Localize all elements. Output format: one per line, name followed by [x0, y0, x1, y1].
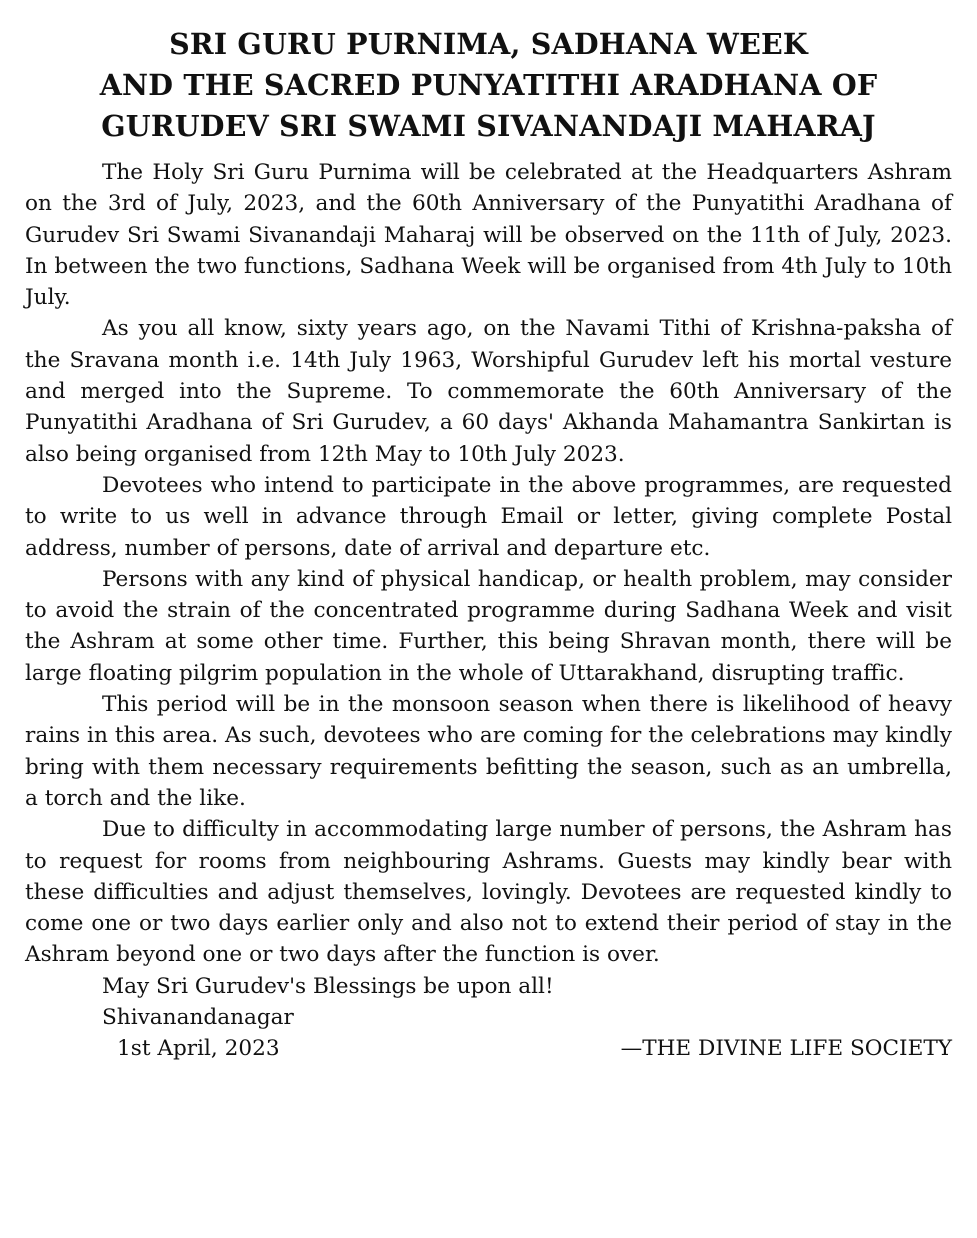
title-line: GURUDEV SRI SWAMI SIVANANDAJI MAHARAJ	[101, 109, 876, 143]
date: 1st April, 2023	[117, 1036, 280, 1062]
closing	[25, 971, 952, 1065]
paragraph-registration: Devotees who intend to participate in the above programmes, are requested to write to us well in advance through Email or letter, giving complete Postal address, number of persons, date of arrival and departure etc.	[25, 472, 952, 561]
paragraph-dates: The Holy Sri Guru Purnima will be celebrated at the Headquarters Ashram on the 3rd of July, 2023, and the 60th Anniversary of the Punyatithi Aradhana of Gurudev Sri Swami Sivanandaji Maharaj will be observed on the 11th of July, 2023. In between the two functions, Sadhana Week will be organised from 4th July to 10th July.	[25, 160, 952, 311]
document-title	[25, 24, 952, 147]
document-body	[25, 157, 952, 971]
place: Shivanandanagar	[102, 1005, 294, 1031]
paragraph-history: As you all know, sixty years ago, on the Navami Tithi of Krishna-paksha of the Sravana month i.e. 14th July 1963, Worshipful Gurudev left his mortal vesture and merged into the Supreme. To commemorate the 60th Anniversary of the Punyatithi Aradhana of Sri Gurudev, a 60 days' Akhanda Mahamantra Sankirtan is also being organised from 12th May to 10th July 2023.	[25, 316, 952, 467]
title-line: AND THE SACRED PUNYATITHI ARADHANA OF	[99, 68, 878, 102]
paragraph-accommodation: Due to difficulty in accommodating large number of persons, the Ashram has to request for rooms from neighbouring Ashrams. Guests may kindly bear with these difficulties and adjust themselves, lovingly. Devotees are requested kindly to come one or two days earlier only and also not to extend their period of stay in the Ashram beyond one or two days after the function is over.	[25, 817, 952, 968]
paragraph-monsoon: This period will be in the monsoon season when there is likelihood of heavy rains in this area. As such, devotees who are coming for the celebrations may kindly bring with them necessary requirements befitting the season, such as an umbrella, a torch and the like.	[25, 692, 952, 811]
paragraph-health: Persons with any kind of physical handicap, or health problem, may consider to avoid the strain of the concentrated programme during Sadhana Week and visit the Ashram at some other time. Further, this being Shravan month, there will be large floating pilgrim population in the whole of Uttarakhand, disrupting traffic.	[25, 566, 952, 686]
title-line: SRI GURU PURNIMA, SADHANA WEEK	[169, 27, 808, 61]
blessing: May Sri Gurudev's Blessings be upon all!	[102, 973, 554, 999]
signature: —THE DIVINE LIFE SOCIETY	[620, 1036, 952, 1062]
